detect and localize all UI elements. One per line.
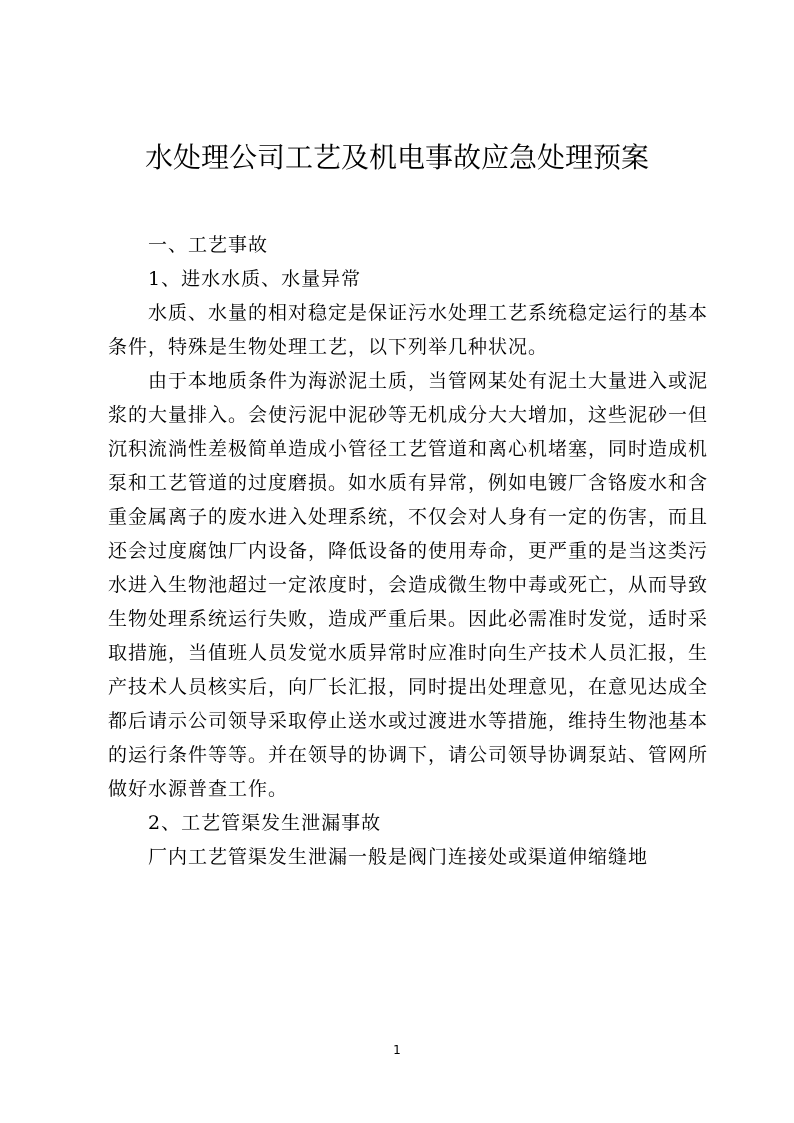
section-heading-process-accidents: 一、工艺事故	[148, 234, 269, 256]
paragraph-leakage-intro: 厂内工艺管渠发生泄漏一般是阀门连接处或渠道伸缩缝地	[148, 846, 649, 868]
subsection-heading-influent-abnormal: 1、进水水质、水量异常	[148, 268, 362, 290]
document-body	[108, 228, 708, 874]
page-number: 1	[393, 1043, 401, 1057]
subsection-heading-pipe-leakage: 2、工艺管渠发生泄漏事故	[148, 812, 382, 834]
paragraph-stability: 水质、水量的相对稳定是保证污水处理工艺系统稳定运行的基本条件，特殊是生物处理工艺，以下列举几种状况。	[108, 302, 709, 358]
document-title: 水处理公司工艺及机电事故应急处理预案	[144, 141, 649, 174]
paragraph-geology-and-handling: 由于本地质条件为海淤泥土质，当管网某处有泥土大量进入或泥浆的大量排入。会使污泥中泥砂等无机成分大大增加，这些泥砂一但沉积流淌性差极简单造成小管径工艺管道和离心机堵塞，同时造成机泵和工艺管道的过度磨损。如水质有异常，例如电镀厂含铬废水和含重金属离子的废水进入处理系统，不仅会对人身有一定的伤害，而且还会过度腐蚀厂内设备，降低设备的使用寿命，更严重的是当这类污水进入生物池超过一定浓度时，会造成微生物中毒或死亡，从而导致生物处理系统运行失败，造成严重后果。因此必需准时发觉，适时采取措施，当值班人员发觉水质异常时应准时向生产技术人员汇报，生产技术人员核实后，向厂长汇报，同时提出处理意见，在意见达成全都后请示公司领导采取停止送水或过渡进水等措施，维持生物池基本的运行条件等等。并在领导的协调下，请公司领导协调泵站、管网所做好水源普查工作。	[108, 370, 709, 800]
